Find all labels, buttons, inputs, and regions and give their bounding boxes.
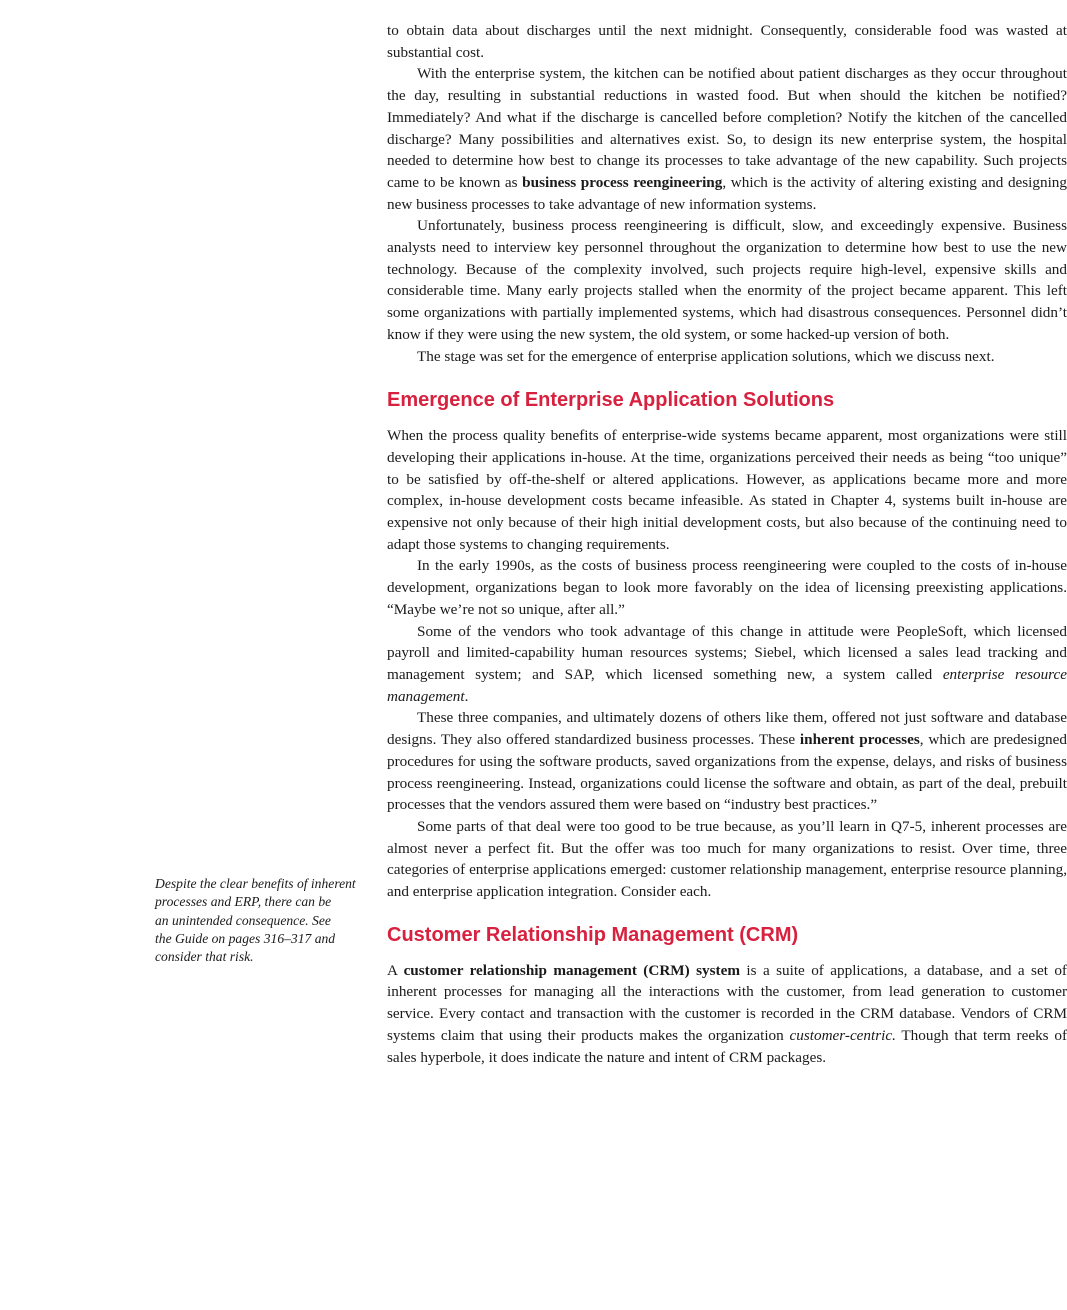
paragraph: Unfortunately, business process reengineering is difficult, slow, and exceedingly expensive. Business analysts need to interview key personnel throughout the organization to determine how best to use the new technology. Because of the complexity involved, such projects require high-level, expensive skills and considerable time. Many early projects stalled when the enormity of the project became apparent. This left some organizations with partially implemented systems, which had disastrous consequences. Personnel didn’t know if they were using the new system, the old system, or some hacked-up version of both. bbox=[387, 217, 1067, 343]
paragraph-text: , which are predesigned procedures for using the software products, saved organizations from the expense, delays, and risks of business process reengineering. Instead, organizations could license the software and obtain, as part of the deal, prebuilt processes that the vendors assured them were based on “industry best practices.” bbox=[387, 731, 1067, 814]
paragraph bbox=[387, 621, 1067, 708]
main-column bbox=[387, 20, 1067, 1068]
margin-note-line: an unintended consequence. See bbox=[155, 912, 331, 928]
margin-note-line: consider that risk. bbox=[155, 949, 254, 965]
key-term: business process reengineering bbox=[522, 173, 723, 191]
paragraph-text: Some of the vendors who took advantage of this change in attitude were PeopleSoft, which licensed payroll and limited-capability human resources systems; Siebel, which licensed a sales lead tracking and management system; and SAP, which licensed something new, a system called bbox=[387, 622, 1067, 683]
section-heading: Customer Relationship Management (CRM) bbox=[387, 923, 799, 946]
paragraph: The stage was set for the emergence of enterprise application solutions, which we discuss next. bbox=[417, 347, 995, 365]
paragraph-text: , which is the activity of altering existing and designing new business processes to take advantage of new information systems. bbox=[387, 173, 1067, 213]
paragraph: Some parts of that deal were too good to be true because, as you’ll learn in Q7-5, inherent processes are almost never a perfect fit. But the offer was too much for many organizations to resist. Over time, three categories of enterprise applications emerged: customer relationship management, enterprise resource planning, and enterprise application integration. Consider each. bbox=[387, 817, 1067, 901]
key-term: inherent processes bbox=[799, 731, 920, 749]
paragraph bbox=[387, 63, 1067, 215]
margin-note-line: the Guide on pages 316–317 and bbox=[155, 930, 336, 946]
paragraph: to obtain data about discharges until the next midnight. Consequently, considerable food was wasted at substantial cost. bbox=[387, 22, 1067, 61]
paragraph bbox=[387, 707, 1067, 816]
paragraph-text: . bbox=[464, 687, 469, 705]
italic-term: enterprise resource management bbox=[387, 665, 1067, 705]
paragraph bbox=[387, 960, 1067, 1069]
paragraph-text: With the enterprise system, the kitchen can be notified about patient discharges as they occur throughout the day, resulting in substantial reductions in wasted food. But when should the kitchen be notified? Immediately? And what if the discharge is cancelled before completion? Notify the kitchen of the cancelled discharge? Many possibilities and alternatives exist. So, to design its new enterprise system, the hospital needed to determine how best to change its processes to take advantage of the new capability. Such projects came to be known as bbox=[387, 65, 1067, 191]
section-heading: Emergence of Enterprise Application Solutions bbox=[387, 389, 835, 412]
paragraph-text: A bbox=[387, 961, 404, 979]
margin-note-line: Despite the clear benefits of inherent bbox=[155, 876, 356, 891]
paragraph-text: is a suite of applications, a database, and a set of inherent processes for managing all the interactions with the customer, from lead generation to customer service. Every contact and transaction with the customer is recorded in the CRM database. Vendors of CRM systems claim that using their products makes the organization bbox=[387, 961, 1067, 1044]
italic-term: customer-centric. bbox=[789, 1026, 896, 1044]
key-term: customer relationship management (CRM) system bbox=[403, 961, 740, 979]
margin-note-line: processes and ERP, there can be bbox=[155, 894, 332, 910]
margin-note bbox=[155, 875, 375, 966]
paragraph: In the early 1990s, as the costs of business process reengineering were coupled to the costs of in-house development, organizations began to look more favorably on the idea of licensing preexisting applications. “Maybe we’re not so unique, after all.” bbox=[387, 557, 1067, 618]
paragraph-text: These three companies, and ultimately dozens of others like them, offered not just software and database designs. They also offered standardized business processes. These bbox=[387, 709, 1067, 749]
paragraph: When the process quality benefits of enterprise-wide systems became apparent, most organizations were still developing their applications in-house. At the time, organizations perceived their needs as being “too unique” to be satisfied by off-the-shelf or altered applications. However, as applications became more and more complex, in-house development costs became infeasible. As stated in Chapter 4, systems built in-house are expensive not only because of their high initial development costs, but also because of the continuing need to adapt those systems to changing requirements. bbox=[387, 427, 1067, 553]
paragraph-text: Though that term reeks of sales hyperbole, it does indicate the nature and intent of CRM packages. bbox=[387, 1026, 1067, 1066]
